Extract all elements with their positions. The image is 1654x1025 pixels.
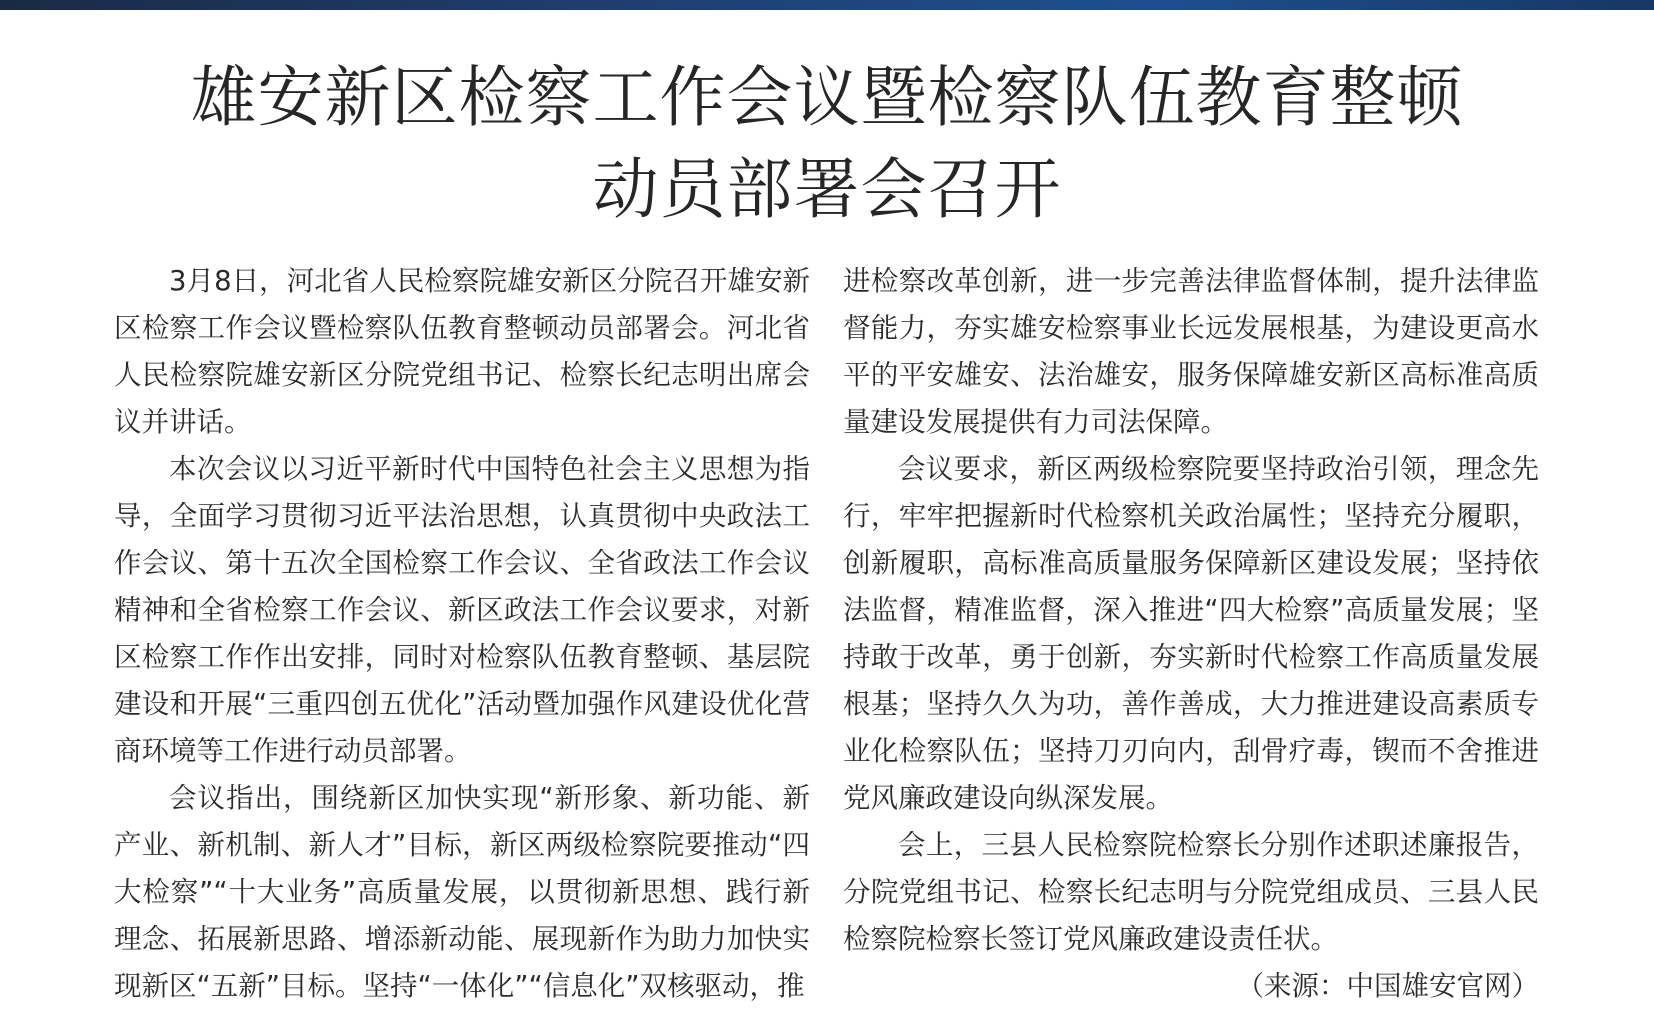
paragraph-5: 会上，三县人民检察院检察长分别作述职述廉报告，分院党组书记、检察长纪志明与分院党组成员、三县人民检察院检察长签订党风廉政建设责任状。: [843, 829, 1539, 955]
paragraph-3-continuation: 进检察改革创新，进一步完善法律监督体制，提升法律监督能力，夯实雄安检察事业长远发展根基，为建设更高水平的平安雄安、法治雄安，服务保障雄安新区高标准高质量建设发展提供有力司法保障。: [843, 265, 1539, 438]
paragraph-4: 会议要求，新区两级检察院要坚持政治引领，理念先行，牢牢把握新时代检察机关政治属性；坚持充分履职，创新履职，高标准高质量服务保障新区建设发展；坚持依法监督，精准监督，深入推进“四大检察”高质量发展；坚持敢于改革，勇于创新，夯实新时代检察工作高质量发展根基；坚持久久为功，善作善成，大力推进建设高素质专业化检察队伍；坚持刀刃向内，刮骨疗毒，锲而不舍推进党风廉政建设向纵深发展。: [843, 453, 1539, 814]
top-color-band: [0, 0, 1654, 10]
paragraph-3: 会议指出，围绕新区加快实现“新形象、新功能、新产业、新机制、新人才”目标，新区两级检察院要推动“四大检察”“十大业务”高质量发展，以贯彻新思想、践行新理念、拓展新思路、增添新动能、展现新作为助力加快实现新区“五新”目标。坚持“一体化”“信息化”双核驱动，推: [114, 782, 810, 1002]
article-title-line-2: 动员部署会召开: [592, 151, 1062, 228]
paragraph-2: 本次会议以习近平新时代中国特色社会主义思想为指导，全面学习贯彻习近平法治思想，认真贯彻中央政法工作会议、第十五次全国检察工作会议、全省政法工作会议精神和全省检察工作会议、新区政法工作会议要求，对新区检察工作作出安排，同时对检察队伍教育整顿、基层院建设和开展“三重四创五优化”活动暨加强作风建设优化营商环境等工作进行动员部署。: [114, 453, 810, 767]
article-source: （来源：中国雄安官网）: [1236, 970, 1539, 1002]
article-left-column: [114, 258, 810, 1010]
article-right-column: [843, 258, 1539, 1010]
article-title: [0, 52, 1654, 236]
article-title-line-1: 雄安新区检察工作会议暨检察队伍教育整顿: [190, 59, 1464, 136]
paragraph-1: 3月8日，河北省人民检察院雄安新区分院召开雄安新区检察工作会议暨检察队伍教育整顿动员部署会。河北省人民检察院雄安新区分院党组书记、检察长纪志明出席会议并讲话。: [114, 265, 810, 438]
